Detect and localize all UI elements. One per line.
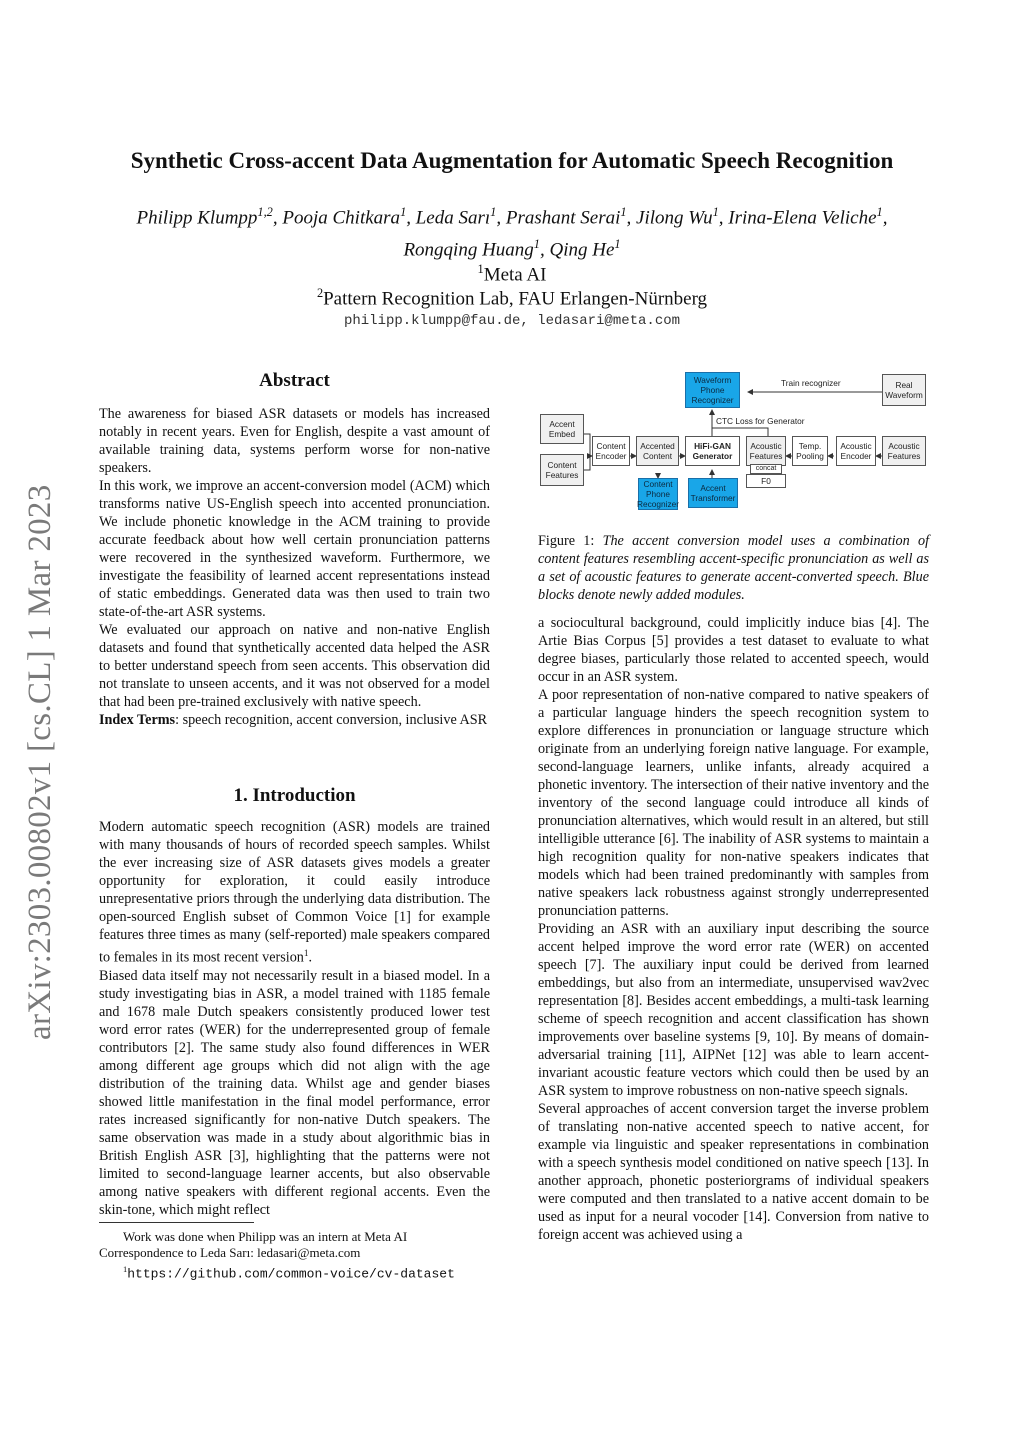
author-affil-sup: 1	[620, 205, 627, 219]
acoustic-features-out-box: Acoustic Features	[882, 436, 926, 466]
author-list: Philipp Klumpp$^{1,2}$, Pooja Chitkara$^1$, Leda Sarı$^1$, Prashant Serai$^1$, Jilong Wu$^1$, Irina-Elena Veliche$^1$, Rongqing Huang$^1$, Qing He$^1$	[136, 205, 888, 261]
index-terms	[99, 711, 490, 729]
footnote-note: Correspondence to Leda Sarı: ledasari@meta.com	[99, 1245, 361, 1260]
caption-label: Figure 1:	[538, 533, 595, 549]
affil-name: Pattern Recognition Lab, FAU Erlangen-Nürnberg	[323, 288, 708, 310]
author-affil-sup: 1	[533, 237, 540, 252]
author-affil-sup: 1	[490, 205, 497, 219]
content-phone-recognizer-box: Content Phone Recognizer	[637, 479, 679, 509]
figure-1-caption	[538, 532, 929, 604]
caption-text: The accent conversion model uses a combination of content features resembling accent-specific pronunciation as well as a set of acoustic features to generate accent-converted speech. Blue blocks denote newly added modules.	[538, 533, 930, 603]
abstract-paragraph: The awareness for biased ASR datasets or models has increased notably in recent years. Even for English, despite a vast amount of available training data, systems perform worse for non-native speakers.	[99, 406, 490, 476]
author-affil-sup: 1	[400, 205, 407, 219]
author: Jilong Wu	[636, 207, 713, 229]
affiliation-1	[0, 262, 1024, 286]
author: Rongqing Huang	[403, 239, 534, 261]
temp-pooling-box: Temp. Pooling	[792, 436, 828, 466]
figure-1-diagram	[538, 370, 930, 512]
body-paragraph: a sociocultural background, could implicitly induce bias [4]. The Artie Bias Corpus [5] provides a test dataset to evaluate to what degree biases, particularly those related to accented speech, would occur in an ASR system.	[538, 615, 929, 685]
footnote-url[interactable]: https://github.com/common-voice/cv-dataset	[127, 1266, 455, 1282]
footnotes	[99, 1222, 499, 1282]
ctc-loss-label: CTC Loss for Generator	[716, 416, 805, 426]
author: Qing He	[549, 239, 615, 261]
index-terms-label: Index Terms	[99, 712, 176, 728]
author: Leda Sarı	[415, 207, 491, 229]
train-recognizer-label: Train recognizer	[781, 378, 841, 388]
acoustic-encoder-box: Acoustic Encoder	[836, 436, 876, 466]
body-paragraph: Providing an ASR with an auxiliary input describing the source accent helped improve the word error rate (WER) on accented speech [7]. The auxiliary input could be derived from learned embeddings, but also from an intermediate, unsupervised wav2vec representation [8]. Besides accent embeddings, a multi-task learning scheme of speech recognition and accent classification has shown improvements over baseline systems [9, 10]. By means of domain-adversarial training [11], AIPNet [12] was able to learn accent-invariant acoustic feature vectors which could then be used by an ASR system to improve robustness on non-native speech signals.	[538, 921, 929, 1099]
footnote-1	[99, 1261, 499, 1282]
accented-content-box: Accented Content	[636, 436, 679, 466]
author-emails: philipp.klumpp@fau.de, ledasari@meta.com	[343, 313, 681, 329]
intro-p1-end: .	[308, 949, 313, 966]
waveform-phone-recognizer-box: Waveform Phone Recognizer	[685, 372, 740, 408]
body-paragraph: Several approaches of accent conversion target the inverse problem of translating non-native accented speech to native accent, for example via linguistic and speaker representations in combination with a speech synthesis model conditioned on native speech [13]. In another approach, phonetic posteriorgrams of individual speakers were computed and then translated to a native accent domain to be used as input for a neural vocoder [14]. Conversion from native to foreign accent was achieved using a	[538, 1101, 929, 1243]
accent-embed-box: Accent Embed	[540, 414, 584, 444]
intro-heading-text: 1. Introduction	[233, 785, 356, 806]
footnote-ref[interactable]: 1	[303, 948, 309, 958]
author-affil-sup: 1,2	[257, 205, 273, 219]
intro-paragraph: Biased data itself may not necessarily result in a biased model. In a study investigating bias in ASR, a model trained with 1185 female and 1678 male Dutch speakers consistently produced lower test word error rates (WER) for the underrepresented group of female contributors [2]. The same study also found differences in WER among different age groups which did not align with the age distribution of the training data. Whilst age and gender biases showed little manifestation in the final model performance, error rates increased significantly for non-native Dutch speakers. The same observation was made in a study about algorithmic bias in British English ASR [3], highlighting that the patterns were not limited to second-language learner accents, but also observable among native speakers with different regional accents. Even the skin-tone, which might reflect	[99, 967, 490, 1218]
author: Philipp Klumpp	[136, 207, 258, 229]
footnote-rule	[99, 1222, 254, 1223]
abstract-heading-text: Abstract	[259, 370, 330, 391]
intro-body	[99, 818, 490, 1219]
intro-p1-text: Modern automatic speech recognition (ASR) models are trained with many thousands of hours of recorded speech samples. Whilst the ever increasing size of ASR datasets gives models a greater opportunity for exploration, it could easily introduce unrepresentative priors through the underlying data distribution. The open-sourced English subset of Common Voice [1] for example features three times as many (self-reported) male speakers compared to females in its most recent version	[99, 819, 490, 966]
author: Irina-Elena Veliche	[728, 207, 877, 229]
footnote-note: Work was done when Philipp was an intern at Meta AI	[123, 1229, 408, 1244]
author-affil-sup: 1	[614, 237, 621, 252]
author: Pooja Chitkara	[282, 207, 401, 229]
footnote-sup: 1	[123, 1264, 128, 1274]
abstract-paragraph: In this work, we improve an accent-conversion model (ACM) which transforms native US-English speech into accented pronunciation. We include phonetic knowledge in the ACM training to provide accurate feedback about how well certain pronunciation patterns were recovered in the synthesized waveform. Furthermore, we investigate the feasibility of learned accent representations instead of static embeddings. Generated data was then used to train two state-of-the-art ASR systems.	[99, 478, 490, 620]
abstract-heading	[99, 370, 490, 392]
content-features-box: Content Features	[540, 454, 584, 486]
hifigan-generator-box: HiFi-GAN Generator	[685, 436, 740, 466]
intro-heading	[99, 785, 490, 807]
author: Prashant Serai	[505, 207, 621, 229]
arxiv-sidebar-id: arXiv:2303.00802v1 [cs.CL] 1 Mar 2023	[22, 484, 58, 1040]
affiliation-2	[0, 286, 1024, 310]
accent-transformer-box: Accent Transformer	[688, 478, 738, 508]
affil-name: Meta AI	[483, 264, 547, 286]
real-waveform-box: Real Waveform	[882, 374, 926, 406]
right-column	[538, 614, 929, 1244]
affil-sup: 1	[477, 262, 484, 276]
body-paragraph: A poor representation of non-native compared to native speakers of a particular language hinders the speech recognition system to explore differences in pronunciation or language structure which originate from an underlying foreign native language. For example, second-language learners, unlike infants, already acquired a phonetic inventory. The intersection of their native inventory and the inventory of the second language could introduce all kinds of pronunciation alternatives, which would result in an altered, but still intelligible utterance [6]. The inability of ASR systems to maintain a high recognition quality for non-native speakers indicates that models which had been trained predominantly with samples from native speakers lack robustness against strongly underrepresented pronunciation patterns.	[538, 687, 929, 919]
left-column	[99, 405, 490, 729]
author-affil-sup: 1	[876, 205, 883, 219]
index-terms-text: : speech recognition, accent conversion, inclusive ASR	[175, 712, 488, 728]
abstract-paragraph: We evaluated our approach on native and non-native English datasets and found that synthetically accented data helped the ASR to better understand speech from seen accents. This observation did not translate to unseen accents, and it was not observed for a model that had been pre-trained exclusively with native speech.	[99, 622, 490, 710]
paper-title: Synthetic Cross-accent Data Augmentation for Automatic Speech Recognition	[130, 148, 894, 173]
content-encoder-box: Content Encoder	[592, 436, 630, 466]
f0-box: F0	[746, 474, 786, 488]
concat-box: concat	[750, 464, 782, 474]
intro-paragraph	[99, 818, 490, 967]
affil-sup: 2	[316, 286, 324, 300]
acoustic-features-box: Acoustic Features	[746, 436, 786, 466]
author-affil-sup: 1	[712, 205, 719, 219]
